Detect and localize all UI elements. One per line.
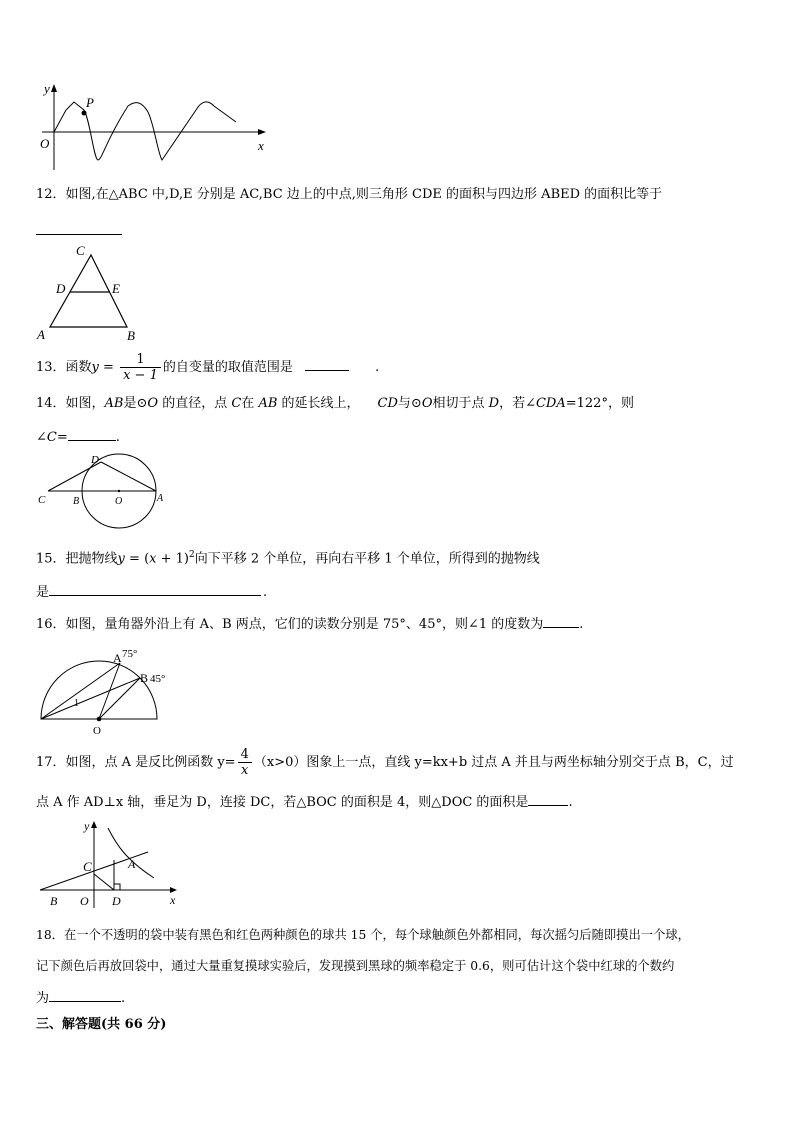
point-p — [82, 111, 87, 116]
point-d-label: D — [112, 894, 121, 908]
point-a-degree-label: 75° — [122, 648, 138, 660]
vertex-b-label: B — [127, 328, 135, 343]
question-17-line2-text: 点 A 作 AD⊥x 轴，垂足为 D，连接 DC，若△BOC 的面积是 4，则△DOC 的面积是 — [36, 795, 529, 810]
question-13-answer-blank[interactable] — [305, 358, 349, 371]
protractor-figure — [36, 644, 166, 736]
question-15-y: y — [117, 551, 125, 567]
question-16-answer-blank[interactable] — [543, 615, 579, 628]
question-14-c: C — [231, 396, 242, 411]
point-b-label: B — [140, 671, 149, 685]
point-b-label: B — [73, 496, 80, 507]
sine-graph-figure — [36, 80, 276, 175]
question-16-end: . — [579, 617, 584, 632]
question-18-text-1: 18．在一个不透明的袋中装有黑色和红色两种颜色的球共 15 个，每个球触颜色外都相同，每次摇匀后随即摸出一个球， — [36, 928, 690, 942]
question-18-text-2: 记下颜色后再放回袋中，通过大量重复摸球实验后，发现摸到黑球的频率稳定于 0.6，则可估计这个袋中红球的个数约 — [36, 959, 675, 973]
question-14 — [36, 396, 634, 412]
question-16-text: 16．如图，量角器外沿上有 A、B 两点，它们的读数分别是 75°、45°，则∠1 的度数为 — [36, 617, 544, 632]
center-o-dot — [118, 490, 120, 492]
question-13-y: y — [91, 360, 99, 375]
question-13-fraction — [120, 352, 161, 383]
point-o-label: O — [93, 725, 101, 736]
question-17-numerator: 4 — [238, 747, 252, 763]
origin-label: O — [40, 136, 50, 151]
question-12-answer-blank[interactable] — [36, 222, 122, 235]
point-b-degree-label: 45° — [150, 673, 166, 685]
question-15-answer-blank[interactable] — [49, 583, 261, 596]
question-14-line-2 — [36, 428, 120, 446]
point-c-label: C — [38, 494, 46, 506]
point-a-label: A — [113, 651, 122, 665]
point-o-label: O — [115, 496, 123, 507]
question-18-answer-blank[interactable] — [49, 989, 121, 1002]
question-14-cd: CD — [377, 396, 398, 411]
point-c-label: C — [83, 859, 92, 874]
origin-label: O — [80, 894, 89, 908]
question-15-line2-text: 是 — [36, 585, 50, 600]
question-17-answer-blank[interactable] — [528, 793, 568, 806]
question-14-answer-blank[interactable] — [68, 428, 116, 441]
question-18-end: . — [121, 991, 126, 1006]
question-14-equals: = — [56, 430, 68, 445]
section-3-heading: 三、解答题(共 66 分) — [36, 1017, 167, 1032]
point-d-label: D — [56, 281, 66, 296]
question-14-ab: AB — [104, 396, 124, 411]
question-14-o-2: O — [421, 396, 433, 411]
y-axis-arrow — [91, 821, 97, 828]
question-15-x: x — [149, 551, 157, 567]
question-16 — [36, 615, 583, 633]
question-13-end: . — [375, 360, 380, 375]
question-14-end: . — [115, 430, 120, 445]
y-axis-label: y — [84, 819, 90, 833]
question-15 — [36, 547, 540, 567]
question-13-prefix: 13．函数 — [36, 360, 92, 375]
protractor-arc — [41, 661, 157, 719]
question-15-exponent: 2 — [188, 550, 195, 560]
segment-ob — [99, 678, 140, 719]
question-14-text-5: 的延长线上， — [277, 396, 360, 411]
segment-dc — [94, 874, 114, 890]
question-14-d: D — [488, 396, 500, 411]
question-18-line-2 — [36, 958, 674, 974]
question-17-prefix: 17．如图，点 A 是反比例函数 y= — [36, 755, 236, 770]
question-13-denominator: x − 1 — [123, 368, 158, 383]
point-e-label: E — [112, 281, 120, 296]
question-13-eq: = — [98, 360, 119, 375]
chord-da — [101, 462, 156, 491]
question-14-o: O — [147, 396, 159, 411]
y-axis-label: y — [44, 81, 50, 96]
question-18-line-1 — [36, 927, 690, 943]
point-d-label: D — [91, 454, 99, 466]
vertex-c-label: C — [76, 243, 85, 258]
question-14-cda: CDA — [535, 396, 566, 411]
question-15-suffix: 向下平移 2 个单位，再向右平移 1 个单位，所得到的抛物线 — [194, 551, 540, 567]
question-17-line-2 — [36, 793, 573, 811]
question-15-formula-rest: + 1) — [156, 551, 189, 567]
question-17-denominator: x — [241, 763, 249, 778]
question-14-text-8: ，若∠ — [499, 396, 536, 411]
question-15-line-2 — [36, 583, 267, 601]
vertex-a-label: A — [37, 327, 45, 342]
center-o-dot — [97, 717, 102, 722]
y-axis-arrow — [51, 84, 57, 92]
question-17 — [36, 747, 734, 779]
x-axis-label: x — [258, 138, 264, 153]
question-14-text-9: =122°，则 — [565, 396, 634, 411]
question-13-suffix: 的自变量的取值范围是 — [162, 360, 293, 375]
question-14-text-3: 的直径，点 — [158, 396, 232, 411]
question-12-text: 12．如图,在△ABC 中,D,E 分别是 AC,BC 边上的中点,则三角形 CDE 的面积与四边形 ABED 的面积比等于 — [36, 187, 663, 202]
question-14-ab-2: AB — [258, 396, 278, 411]
question-14-text-2: 是⊙ — [123, 396, 148, 411]
x-axis-arrow — [258, 129, 266, 135]
point-a-label: A — [128, 857, 136, 871]
question-15-eq: = ( — [124, 551, 150, 567]
x-axis-label: x — [170, 893, 176, 907]
question-18-line-3 — [36, 989, 125, 1007]
question-17-fraction — [238, 747, 252, 778]
question-14-angle-c: C — [46, 430, 57, 445]
circle-tangent-figure — [34, 452, 174, 532]
question-14-text-6: 与⊙ — [397, 396, 422, 411]
question-14-text-7: 相切于点 — [432, 396, 489, 411]
question-17-suffix: （x>0）图象上一点，直线 y=kx+b 过点 A 并且与两坐标轴分别交于点 B，C，过 — [253, 755, 734, 770]
question-15-prefix: 15．把抛物线 — [36, 551, 118, 567]
question-17-end: . — [568, 795, 573, 810]
question-13 — [36, 352, 379, 384]
question-12 — [36, 187, 662, 203]
triangle-figure — [34, 240, 146, 344]
question-14-text-4: 在 — [241, 396, 259, 411]
question-14-angle-symbol: ∠ — [36, 430, 47, 445]
right-angle-mark — [114, 884, 120, 890]
question-15-end: . — [263, 585, 268, 600]
question-13-numerator: 1 — [120, 352, 161, 368]
question-18-text-3: 为 — [36, 991, 50, 1006]
point-p-label: P — [86, 95, 94, 110]
inverse-proportion-figure — [36, 818, 186, 910]
angle-1-label: 1 — [74, 698, 79, 709]
wave-curve — [54, 102, 236, 160]
question-14-text-1: 14．如图， — [36, 396, 105, 411]
point-b-label: B — [50, 894, 58, 908]
point-a-label: A — [157, 493, 164, 504]
tangent-cd — [48, 462, 101, 491]
